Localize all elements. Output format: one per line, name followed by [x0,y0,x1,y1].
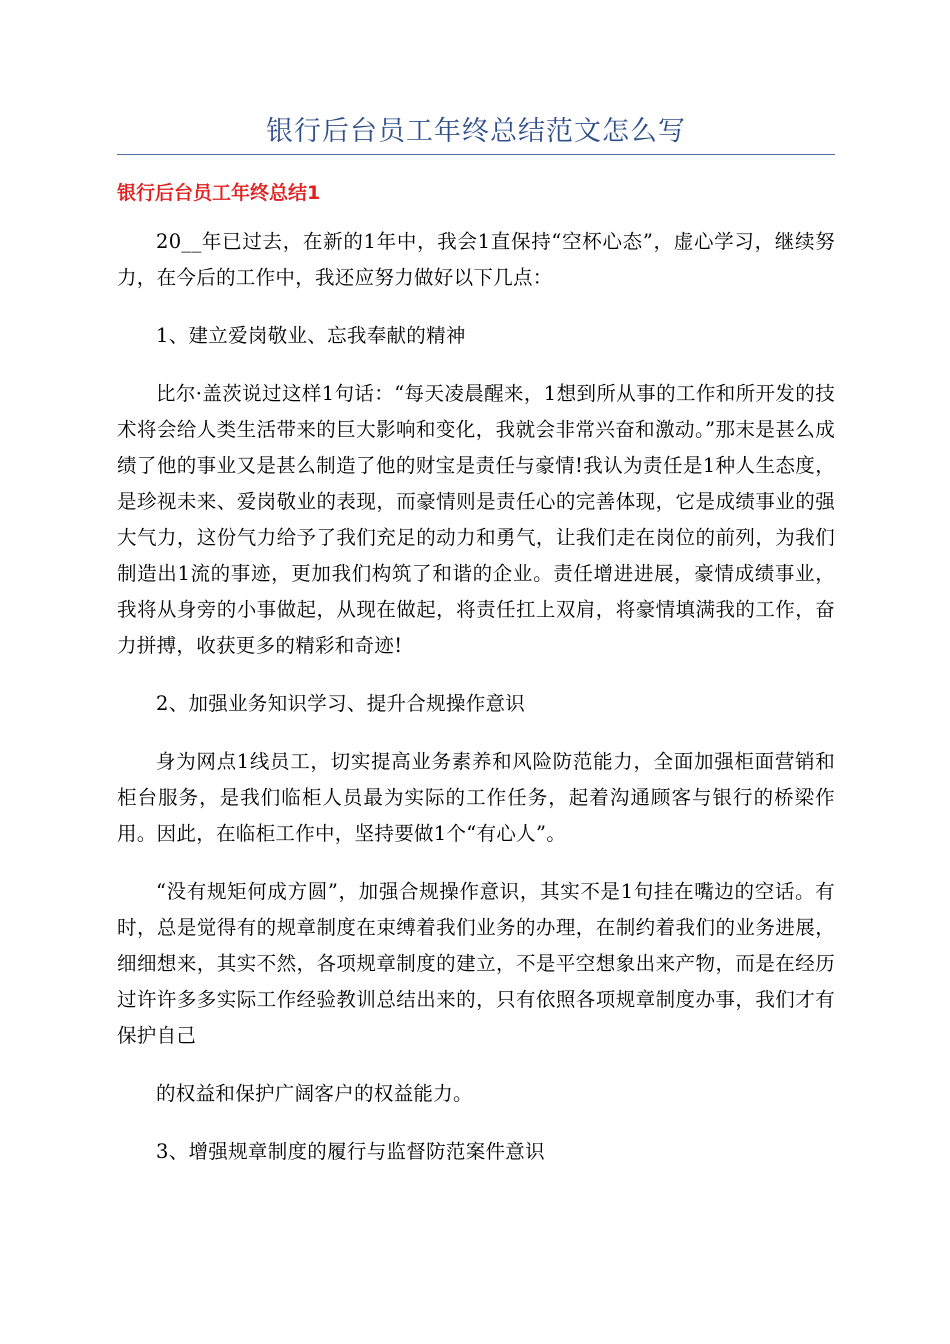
paragraph-compliance-continued: 的权益和保护广阔客户的权益能力。 [156,1082,473,1105]
paragraph-compliance: “没有规矩何成方圆”，加强合规操作意识，其实不是1句挂在嘴边的空话。有时，总是觉得有的规章制度在束缚着我们业务的办理，在制约着我们的业务进展，细细想来，其实不然，各项规章制度的建立，不是平空想象出来产物，而是在经历过许许多多实际工作经验教训总结出来的，只有依照各项规章制度办事，我们才有保护自己 [117,880,835,1047]
document-title: 银行后台员工年终总结范文怎么写 [266,116,686,147]
paragraph-frontline-staff: 身为网点1线员工，切实提高业务素养和风险防范能力，全面加强柜面营销和柜台服务，是我们临柜人员最为实际的工作任务，起着沟通顾客与银行的桥梁作用。因此，在临柜工作中，坚持要做1个“有心人”。 [117,750,835,845]
paragraph-gates-quote: 比尔·盖茨说过这样1句话：“每天凌晨醒来，1想到所从事的工作和所开发的技术将会给人类生活带来的巨大影响和变化，我就会非常兴奋和激动。”那末是甚么成绩了他的事业又是甚么制造了他的财宝是责任与豪情!我认为责任是1种人生态度，是珍视未来、爱岗敬业的表现，而豪情则是责任心的完善体现，它是成绩事业的强大气力，这份气力给予了我们充足的动力和勇气，让我们走在岗位的前列，为我们制造出1流的事迹，更加我们构筑了和谐的企业。责任增进进展，豪情成绩事业，我将从身旁的小事做起，从现在做起，将责任扛上双肩，将豪情填满我的工作，奋力拼搏，收获更多的精彩和奇迹! [117,382,835,657]
paragraph-intro: 20__年已过去，在新的1年中，我会1直保持“空杯心态”，虚心学习，继续努力，在今后的工作中，我还应努力做好以下几点： [117,230,835,289]
list-item-heading-3: 3、增强规章制度的履行与监督防范案件意识 [156,1140,545,1163]
document-body [117,224,835,1192]
section-heading: 银行后台员工年终总结1 [117,182,321,204]
title-underline [117,154,835,155]
list-item-heading-2: 2、加强业务知识学习、提升合规操作意识 [156,692,526,715]
list-item-heading-1: 1、建立爱岗敬业、忘我奉献的精神 [156,324,466,347]
